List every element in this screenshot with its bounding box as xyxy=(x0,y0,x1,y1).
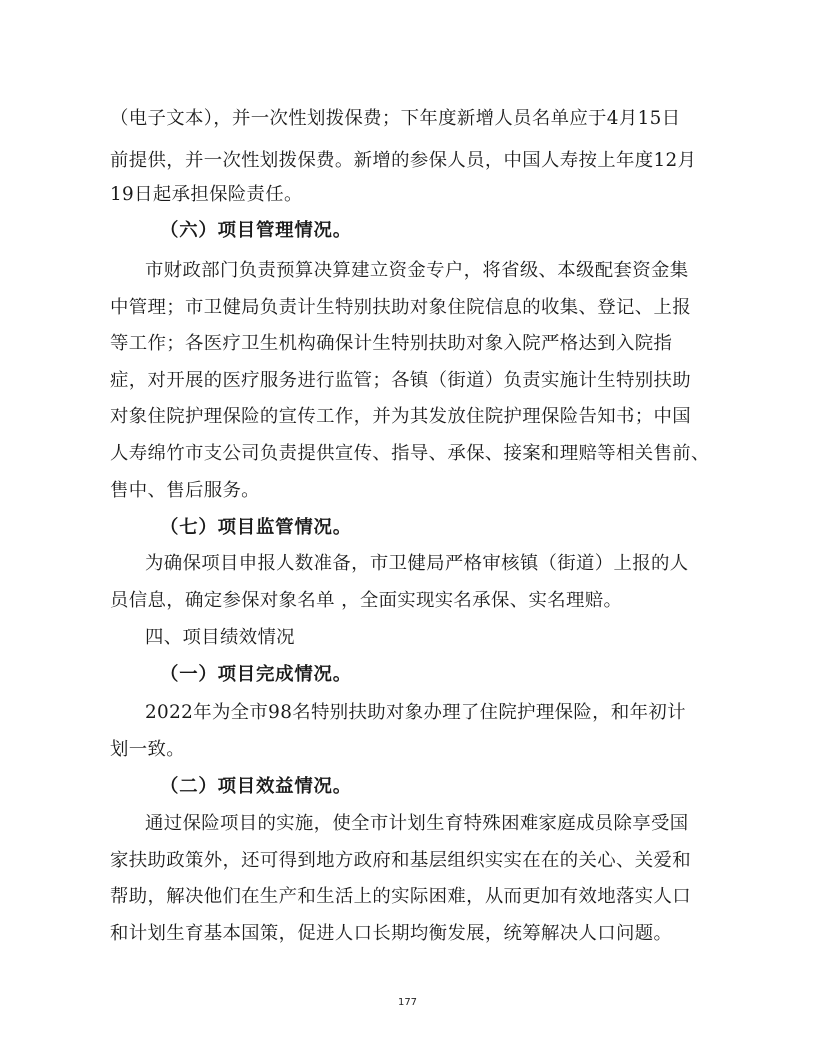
text-line: （电子文本），并一次性划拨保费；下年度新增人员名单应于4月15日 xyxy=(110,108,681,129)
section-heading: （二）项目效益情况。 xyxy=(160,776,352,797)
text-line: 前提供，并一次性划拨保费。新增的参保人员，中国人寿按上年度12月 xyxy=(110,150,697,171)
chapter-heading: 四、项目绩效情况 xyxy=(145,627,295,648)
text-line: 售中、售后服务。 xyxy=(110,480,260,501)
text-line: 对象住院护理保险的宣传工作，并为其发放住院护理保险告知书；中国 xyxy=(110,406,691,427)
text-line: 19日起承担保险责任。 xyxy=(110,184,303,205)
page-number: 177 xyxy=(397,997,418,1008)
text-line: 帮助，解决他们在生产和生活上的实际困难，从而更加有效地落实人口 xyxy=(110,886,691,907)
section-heading: （六）项目管理情况。 xyxy=(160,220,352,241)
text-line: 症，对开展的医疗服务进行监管；各镇（街道）负责实施计生特别扶助 xyxy=(110,370,691,391)
text-line: 和计划生育基本国策，促进人口长期均衡发展，统筹解决人口问题。 xyxy=(110,923,673,944)
section-heading: （一）项目完成情况。 xyxy=(160,664,352,685)
text-line: 人寿绵竹市支公司负责提供宣传、指导、承保、接案和理赔等相关售前、 xyxy=(110,443,710,464)
text-line: 员信息，确定参保对象名单 ，全面实现实名承保、实名理赔。 xyxy=(110,590,623,611)
text-line: 中管理；市卫健局负责计生特别扶助对象住院信息的收集、登记、上报 xyxy=(110,297,691,318)
text-line: 家扶助政策外，还可得到地方政府和基层组织实实在在的关心、关爱和 xyxy=(110,850,691,871)
text-line: 为确保项目申报人数准备，市卫健局严格审核镇（街道）上报的人 xyxy=(145,553,689,574)
text-line: 2022年为全市98名特别扶助对象办理了住院护理保险，和年初计 xyxy=(145,702,686,723)
section-heading: （七）项目监管情况。 xyxy=(160,517,352,538)
text-line: 划一致。 xyxy=(110,739,185,760)
text-line: 通过保险项目的实施，使全市计划生育特殊困难家庭成员除享受国 xyxy=(145,813,689,834)
text-line: 市财政部门负责预算决算建立资金专户，将省级、本级配套资金集 xyxy=(145,260,689,281)
text-line: 等工作；各医疗卫生机构确保计生特别扶助对象入院严格达到入院指 xyxy=(110,333,673,354)
